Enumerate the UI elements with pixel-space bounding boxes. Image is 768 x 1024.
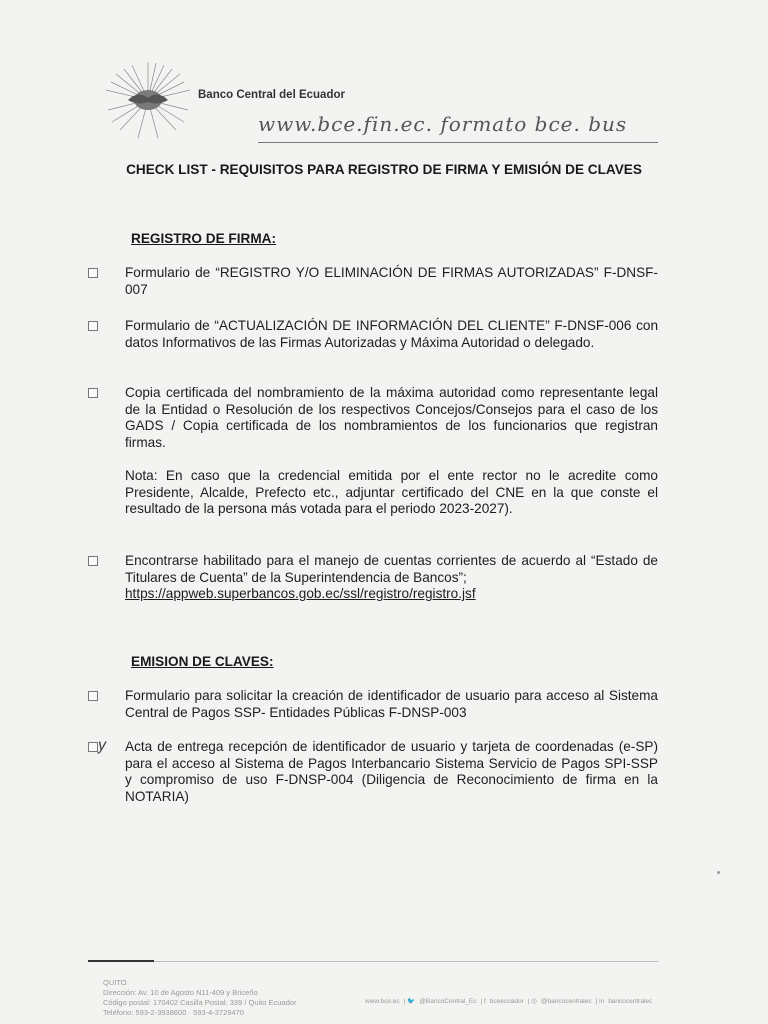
checklist-item [86,318,658,351]
footer-twitter[interactable]: @BancoCentral_Ec [419,998,477,1005]
checklist-item-text [125,553,658,603]
instagram-icon: ◎ [531,998,537,1005]
superbancos-link[interactable]: https://appweb.superbancos.gob.ec/ssl/registro/registro.jsf [125,586,476,601]
footer-street: Dirección: Av. 10 de Agosto N11-409 y Briceño [103,988,258,997]
note-text: Nota: En caso que la credencial emitida por el ente rector no le acredite como Presidente, Alcalde, Prefecto etc., adjuntar certificado del CNE en la que conste el resultado de la persona más votada para el periodo 2023-2027). [125,468,658,516]
checklist-item-text: Copia certificada del nombramiento de la máxima autoridad como representante legal de la Entidad o Resolución de los respectivos Concejos/Consejos para el caso de los GADS / Copia certificada de los nombramientos de los funcionarios que registran firmas. [125,385,658,450]
checkbox[interactable] [88,388,98,398]
bank-name: Banco Central del Ecuador [198,89,345,101]
document-title: CHECK LIST - REQUISITOS PARA REGISTRO DE FIRMA Y EMISIÓN DE CLAVES [126,162,642,177]
footer-phone: Teléfono: 593-2-3938600 · 593-4-3729470 [103,1008,244,1017]
footer-city: QUITO [103,978,127,987]
linkedin-icon: in [599,998,605,1005]
footer-divider [88,961,658,962]
footer-facebook[interactable]: bceecuador [489,998,524,1005]
checklist-item-text: Formulario de “REGISTRO Y/O ELIMINACIÓN DE FIRMAS AUTORIZADAS” F-DNSF-007 [125,265,658,297]
checklist-item [86,553,658,603]
checklist-item-text-body: Encontrarse habilitado para el manejo de cuentas corrientes de acuerdo al “Estado de Titulares de Cuenta” de la Superintendencia de Bancos”; [125,553,658,585]
checkbox[interactable] [88,691,98,701]
checklist-item-text: Acta de entrega recepción de identificador de usuario y tarjeta de coordenadas (e-SP) para el acceso al Sistema de Pagos Interbancario Sistema Servicio de Pagos SPI-SSP y compromiso de uso F-DNSP-004 (Diligencia de Reconocimiento de firma en la NOTARIA) [125,739,658,804]
bank-logo-emblem [104,60,192,140]
checkbox[interactable] [88,556,98,566]
footer-address [103,978,296,1018]
section-heading-emision-claves: EMISION DE CLAVES: [131,654,274,669]
section-heading-registro-firma: REGISTRO DE FIRMA: [131,231,276,246]
footer-instagram[interactable]: @bancocentralec [540,998,592,1005]
footer-divider-accent [88,960,154,962]
facebook-icon: f [483,998,486,1005]
checklist-item-text: Formulario de “ACTUALIZACIÓN DE INFORMACIÓN DEL CLIENTE” F-DNSF-006 con datos Informativos de las Firmas Autorizadas y Máxima Autoridad o delegado. [125,318,658,350]
handwritten-check-mark: y [98,737,106,754]
checklist-item [86,385,658,451]
handwritten-note: www.bce.fin.ec. formato bce. bus [258,112,628,136]
footer-web[interactable]: www.bce.ec [365,998,400,1005]
checkbox[interactable] [88,268,98,278]
handwriting-underline [258,142,658,143]
checklist-item [86,688,658,721]
scan-speck [717,871,720,874]
note-block [86,468,658,518]
footer-linkedin[interactable]: bancocentralec [608,998,653,1005]
twitter-icon: 🐦 [407,998,416,1005]
checkbox[interactable] [88,742,98,752]
checklist-item [86,265,658,298]
footer-postal: Código postal: 170402 Casilla Postal: 339 / Quito Ecuador [103,998,297,1007]
footer-social-links: www.bce.ec | 🐦 @BancoCentral_Ec | f bceecuador | ◎ @bancocentralec | in bancocentralec [365,998,653,1005]
checkbox[interactable] [88,321,98,331]
checklist-item-text: Formulario para solicitar la creación de identificador de usuario para acceso al Sistema Central de Pagos SSP- Entidades Públicas F-DNSP-003 [125,688,658,720]
checklist-item [86,739,658,805]
